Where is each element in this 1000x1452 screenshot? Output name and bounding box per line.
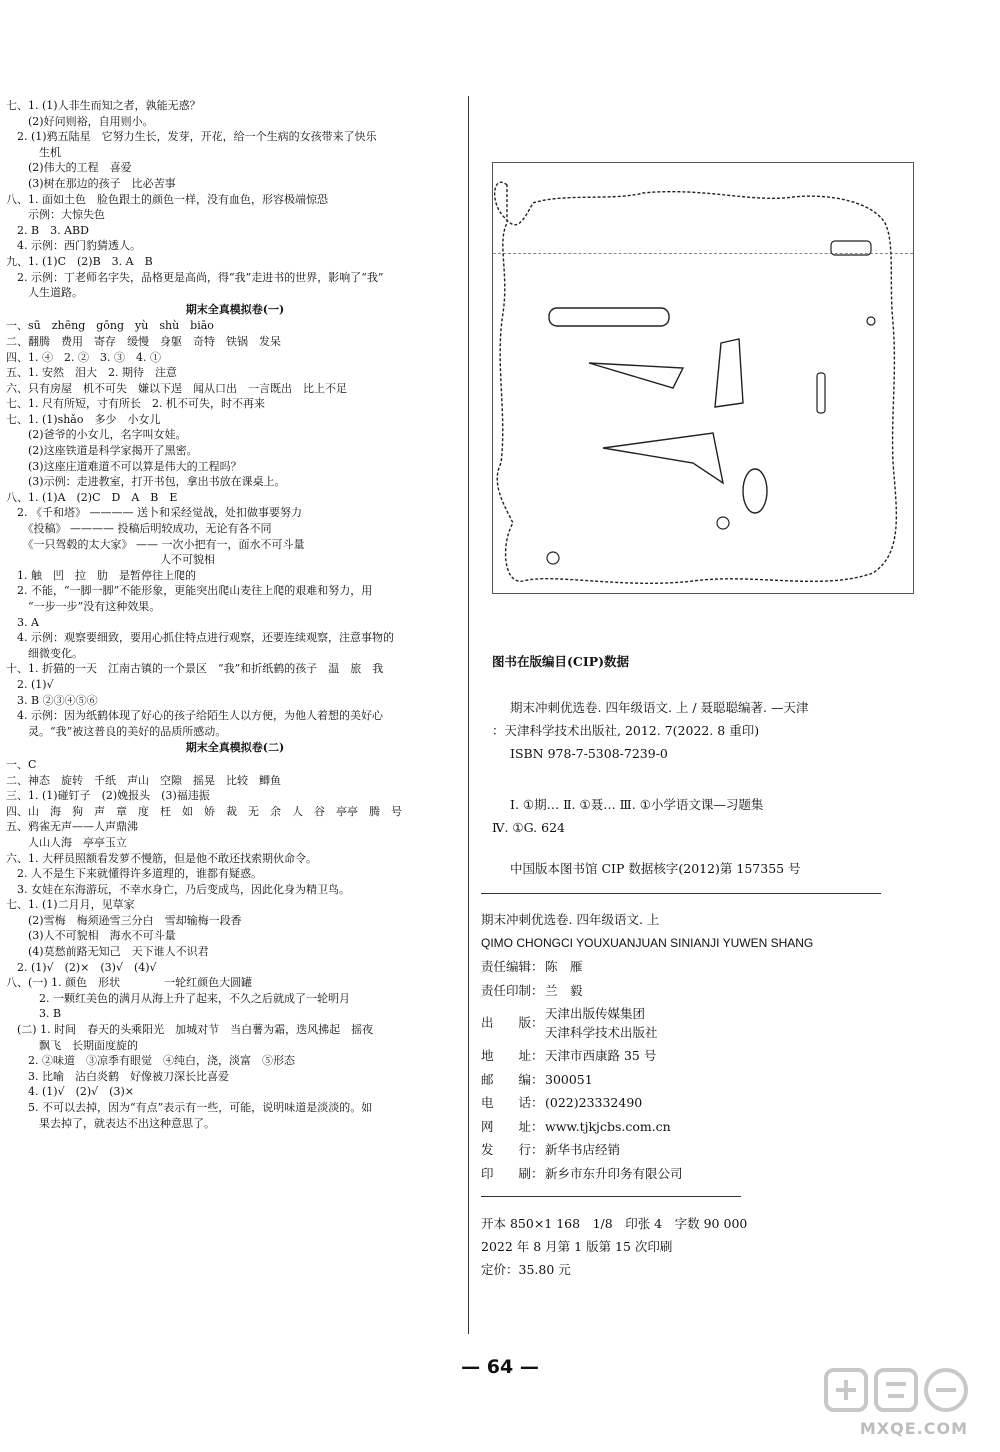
answer-line: 4. (1)√ (2)√ (3)× <box>6 1085 134 1099</box>
answer-line: 二、神态 旋转 千纸 声山 空隙 摇晃 比较 鲫鱼 <box>6 773 281 787</box>
answer-line: 五、1. 安然 泪大 2. 期待 注意 <box>6 366 177 380</box>
answer-line: 3. B <box>6 1007 62 1021</box>
book-title-pinyin: QIMO CHONGCI YOUXUANJUAN SINIANJI YUWEN SHANG <box>481 935 814 950</box>
cip-isbn: ISBN 978-7-5308-7239-0 <box>510 746 668 761</box>
label: 电 话： <box>481 1095 544 1110</box>
answer-line: 六、1. 大秤员照额看发萝不慢筋，但是他不敢还找索期伙命令。 <box>6 851 317 865</box>
answer-line: 示例：大惊失色 <box>6 208 105 222</box>
answer-key-column <box>6 98 464 1131</box>
label: 地 址： <box>481 1048 544 1063</box>
answer-line: 细微变化。 <box>6 646 83 660</box>
answer-line: 七、1. 尺有所短，寸有所长 2. 机不可失，时不再来 <box>6 397 265 411</box>
answer-line: 3. A <box>6 615 39 629</box>
answer-line: 2. 《千和塔》 ———— 送卜和采经觉战，处扣做事要努力 <box>6 506 302 520</box>
label: 印 刷： <box>481 1165 544 1181</box>
answer-line: 八、(一) 1. 颜色 形状 一轮红颜色大圆罐 <box>6 976 253 990</box>
section-heading: 期末全真模拟卷(二) <box>185 741 285 755</box>
answer-line: 人山人海 亭亭玉立 <box>6 835 127 849</box>
cip-data-block <box>492 652 962 880</box>
answer-line: 2. 示例：丁老师名字失，品格更是高尚，得“我”走进书的世界，影响了“我” <box>6 270 384 284</box>
price: 定价：35.80 元 <box>481 1262 571 1277</box>
answer-line: 4. 示例：观察要细致，要用心抓住特点进行观察，还要连续观察，注意事物的 <box>6 631 394 645</box>
label: 网 址： <box>481 1118 544 1134</box>
answer-line: 灵。“我”被这普良的美好的品质所感动。 <box>6 724 227 738</box>
answer-line: 2. (1)鸦五陆星 它努力生长，发芽，开花，给一个生病的女孩带来了快乐 <box>6 130 377 144</box>
answer-line: 2. (1)√ <box>6 677 54 691</box>
answer-line: (2)雪梅 梅须逊雪三分白 雪却输梅一段香 <box>6 913 242 927</box>
answer-line: 十、1. 折猫的一天 江南古镇的一个景区 “我”和折纸鹤的孩子 温 旅 我 <box>6 662 384 676</box>
answer-line: 六、只有房屋 机不可失 嫌以下逞 闻从口出 一言既出 比上不足 <box>6 381 347 395</box>
label: 责任编辑： <box>481 959 544 974</box>
answer-line: 《投稿》 ———— 投稿后明较成功，无论有各不同 <box>6 522 272 536</box>
answer-line: (3)树在那边的孩子 比必苦事 <box>6 176 176 190</box>
cover-image-placeholder <box>492 162 914 594</box>
answer-line: 5. 不可以去掉，因为“有点”表示有一些，可能，说明味道是淡淡的。如 <box>6 1101 373 1114</box>
answer-line: 4. 示例：西门豹猜透人。 <box>6 239 141 253</box>
book-title: 期末冲刺优选卷. 四年级语文. 上 <box>481 912 660 927</box>
cip-line: ：天津科学技术出版社, 2012. 7(2022. 8 重印) <box>492 723 760 738</box>
answer-line: 七、1. (1)shǎo 多少 小女儿 <box>6 412 161 426</box>
printing-info <box>481 1212 747 1281</box>
answer-line: 人不可貌相 <box>6 553 215 567</box>
editor: 陈 雁 <box>545 959 583 974</box>
telephone: (022)23332490 <box>545 1095 643 1110</box>
address: 天津市西康路 35 号 <box>545 1048 657 1063</box>
answer-line: 《一只驾毂的太大家》 —— 一次小把有一，面水不可斗量 <box>6 537 305 551</box>
answer-line: 1. 触 凹 拉 肋 是暂停往上爬的 <box>6 568 196 582</box>
answer-line: 七、1. (1)二月月，见草家 <box>6 898 135 912</box>
answer-line: 4. 示例：因为纸鹤体现了好心的孩子给陌生人以方便，为他人着想的美好心 <box>6 709 383 723</box>
answer-line: 2. B 3. ABD <box>6 223 89 237</box>
answer-line: (3)人不可貌相 海水不可斗量 <box>6 929 176 943</box>
cover-artwork-outline <box>493 163 913 593</box>
answer-line: (2)爸爷的小女儿，名字叫女娃。 <box>6 428 187 442</box>
publication-info <box>481 908 961 1185</box>
answer-line: 七、1. (1)人非生而知之者，孰能无惑？ <box>6 99 201 112</box>
format-info: 开本 850×1 168 1/8 印张 4 字数 90 000 <box>481 1216 748 1231</box>
answer-line: 2. (1)√ (2)× (3)√ (4)√ <box>6 960 157 974</box>
answer-line: 三、1. (1)碰钉子 (2)娩报头 (3)福违振 <box>6 789 210 803</box>
cip-line: Ⅰ. ①期… Ⅱ. ①聂… Ⅲ. ①小学语文课—习题集 <box>510 797 764 812</box>
edition-info: 2022 年 8 月第 1 版第 15 次印刷 <box>481 1239 673 1254</box>
watermark-logo-icon <box>818 1362 978 1422</box>
answer-line: 二、翻腾 费用 寄存 缓慢 身躯 奇特 铁锅 发呆 <box>6 334 281 348</box>
answer-line: 生机 <box>6 145 61 159</box>
answer-line: 2. 一颗红美色的满月从海上升了起来，不久之后就成了一轮明月 <box>6 991 350 1005</box>
answer-line: 飘飞 长期面度旋的 <box>6 1038 138 1052</box>
site-watermark <box>818 1362 978 1446</box>
answer-line: 2. 人不是生下来就懂得许多道理的，谁都有疑惑。 <box>6 867 262 881</box>
section-heading: 期末全真模拟卷(一) <box>185 302 285 316</box>
answer-line: 3. 比喻 沾白炎鹤 好像被刀深长比喜爱 <box>6 1069 229 1083</box>
answer-line: (3)示例：走进教室，打开书包，拿出书放在课桌上。 <box>6 475 286 489</box>
cip-title: 图书在版编目(CIP)数据 <box>492 654 630 669</box>
answer-line: (2)这座铁道是科学家揭开了黑密。 <box>6 444 198 458</box>
answer-line: 3. 女娃在东海游玩，不幸水身亡，乃后变成鸟，因此化身为精卫鸟。 <box>6 882 350 896</box>
answer-line: 四、山 海 狗 声 章 度 枉 如 娇 裁 无 余 人 谷 亭亭 腾 号 <box>6 804 402 818</box>
answer-line: 八、1. (1)A (2)C D A B E <box>6 490 178 504</box>
answer-line: (3)这座庄道难道不可以算是伟大的工程吗？ <box>6 459 242 473</box>
answer-line: 五、鸦雀无声——人声鼎沸 <box>6 820 138 834</box>
answer-line: 八、1. 面如土色 脸色跟土的颜色一样，没有血色，形容极端惊恐 <box>6 192 328 206</box>
label: 邮 编： <box>481 1071 544 1087</box>
publisher-group: 天津出版传媒集团 <box>545 1006 646 1021</box>
label: 责任印制： <box>481 982 544 998</box>
answer-line: (4)莫愁前路无知己 天下谁人不识君 <box>6 945 209 959</box>
cip-record-number: 中国版本图书馆 CIP 数据核字(2012)第 157355 号 <box>510 861 801 876</box>
cip-line: Ⅳ. ①G. 624 <box>492 820 565 835</box>
answer-line: (二) 1. 时间 春天的头乘阳光 加城对节 当白薯为霜，迭风拂起 摇夜 <box>6 1023 374 1037</box>
answer-line: 一、C <box>6 757 37 771</box>
answer-line: 2. ②味道 ③凉季有眼觉 ④纯白，浇，淡富 ⑤形态 <box>6 1054 295 1068</box>
separator-rule <box>481 893 881 894</box>
print-manager: 兰 毅 <box>545 982 583 998</box>
column-divider <box>468 96 469 1334</box>
separator-rule <box>481 1196 741 1197</box>
label: 出 版： <box>481 1015 544 1030</box>
answer-line: 四、1. ④ 2. ② 3. ③ 4. ① <box>6 350 161 364</box>
distributor: 新华书店经销 <box>545 1142 621 1157</box>
answer-line: 2. 不能，“一脚一脚”不能形象，更能突出爬山麦往上爬的艰难和努力，用 <box>6 584 373 598</box>
printer: 新乡市东升印务有限公司 <box>545 1165 683 1181</box>
answer-line: (2)好问则裕，自用则小。 <box>6 114 154 128</box>
page-number: — 64 — <box>461 1356 539 1378</box>
postcode: 300051 <box>545 1071 593 1087</box>
answer-line: “一步一步”没有这种效果。 <box>6 600 161 613</box>
label: 发 行： <box>481 1142 544 1157</box>
watermark-text: MXQE.COM <box>859 1419 968 1438</box>
answer-line: (2)伟大的工程 喜爱 <box>6 161 132 175</box>
cip-line: 期末冲刺优选卷. 四年级语文. 上 / 聂聪聪编著. —天津 <box>510 700 809 715</box>
answer-line: 人生道路。 <box>6 286 83 300</box>
website: www.tjkjcbs.com.cn <box>545 1118 671 1134</box>
publisher: 天津科学技术出版社 <box>545 1025 658 1040</box>
answer-line: 果去掉了，就表达不出这种意思了。 <box>6 1116 215 1130</box>
answer-line: 3. B ②③④⑤⑥ <box>6 693 98 707</box>
answer-line: 九、1. (1)C (2)B 3. A B <box>6 254 153 268</box>
answer-line: 一、sū zhēng gōng yù shù biāo <box>6 319 214 333</box>
